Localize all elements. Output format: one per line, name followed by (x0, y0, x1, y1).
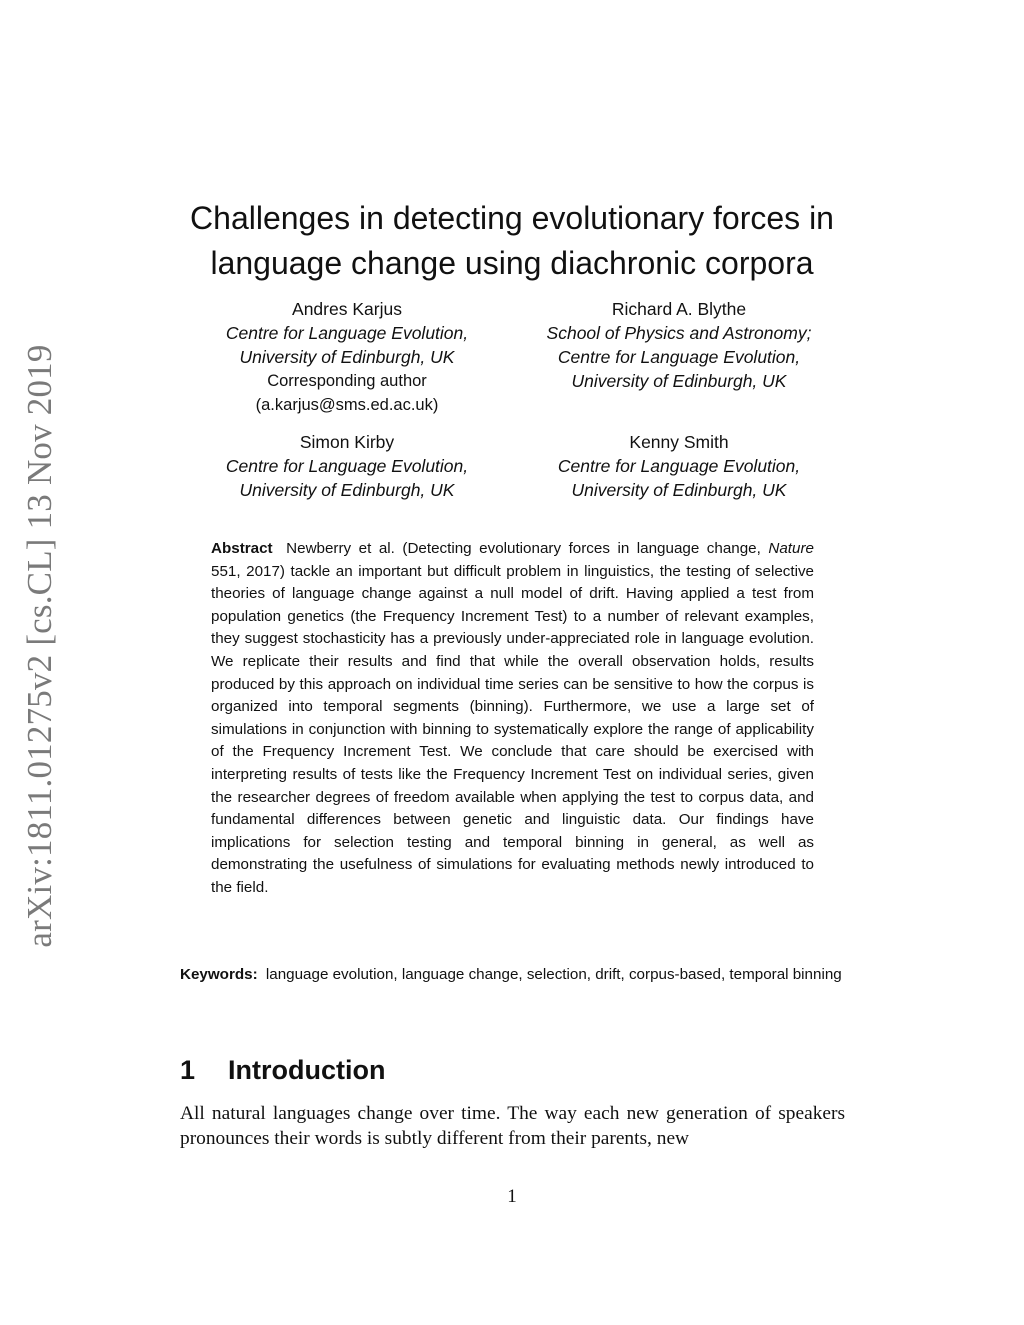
corresponding-author-email: (a.karjus@sms.ed.ac.uk) (255, 396, 439, 414)
author-name: Richard A. Blythe (611, 299, 747, 319)
author-block-kirby (188, 430, 506, 502)
arxiv-identifier-stamp: arXiv:1811.01275v2 [cs.CL] 13 Nov 2019 (20, 344, 59, 948)
abstract-journal-name: Nature (768, 540, 814, 557)
abstract-text-part: 551, 2017) tackle an important but difficult problem in linguistics, the testing of selective theories of language change against a null model of drift. Having applied a test from population genetics (the Frequency Increment Test) to a number of relevant examples, they suggest stochasticity has a previously under-appreciated role in language evolution. We replicate their results and find that while the overall observation holds, results produced by this approach on individual time series can be sensitive to how the corpus is organized into temporal segments (binning). Furthermore, we use a large set of simulations in conjunction with binning to systematically explore the range of applicability of the Frequency Increment Test. We conclude that care should be exercised with interpreting results of tests like the Frequency Increment Test on individual series, given the researcher degrees of freedom available when applying the test to corpus data, and fundamental differences between genetic and linguistic data. Our findings have implications for selection testing and temporal binning in general, as well as demonstrating the usefulness of simulations for evaluating methods newly introduced to the field. (211, 562, 814, 896)
introduction-paragraph: All natural languages change over time. The way each new generation of speakers pronounces their words is subtly different from their parents, new (180, 1103, 845, 1149)
section-heading-introduction (180, 1050, 385, 1090)
author-affiliation-line: School of Physics and Astronomy; (546, 323, 812, 343)
author-name: Andres Karjus (292, 299, 402, 319)
author-block-smith (520, 430, 838, 502)
abstract-label: Abstract (211, 540, 273, 557)
author-name: Kenny Smith (629, 432, 729, 452)
section-title: Introduction (228, 1055, 386, 1085)
abstract-text-part: Newberry et al. (Detecting evolutionary forces in language change, (286, 540, 761, 557)
keywords-text: language evolution, language change, selection, drift, corpus-based, temporal binning (265, 966, 842, 983)
keywords-label: Keywords: (180, 966, 258, 983)
section-number: 1 (180, 1055, 196, 1085)
author-affiliation-line: Centre for Language Evolution, (557, 456, 801, 476)
author-block-blythe (500, 297, 858, 393)
page-number: 1 (507, 1186, 517, 1207)
keywords (180, 964, 845, 987)
author-affiliation-line: Centre for Language Evolution, (557, 347, 801, 367)
author-affiliation-line: Centre for Language Evolution, (225, 323, 469, 343)
paper-title: Challenges in detecting evolutionary forces in language change using diachronic corpora (190, 200, 834, 281)
author-name: Simon Kirby (299, 432, 395, 452)
author-affiliation-line: Centre for Language Evolution, (225, 456, 469, 476)
author-affiliation-line: University of Edinburgh, UK (239, 347, 455, 367)
abstract (211, 538, 814, 900)
author-affiliation-line: University of Edinburgh, UK (571, 480, 787, 500)
author-block-karjus (188, 297, 506, 417)
corresponding-author-note: Corresponding author (267, 372, 427, 390)
author-affiliation-line: University of Edinburgh, UK (239, 480, 455, 500)
author-affiliation-line: University of Edinburgh, UK (571, 371, 787, 391)
